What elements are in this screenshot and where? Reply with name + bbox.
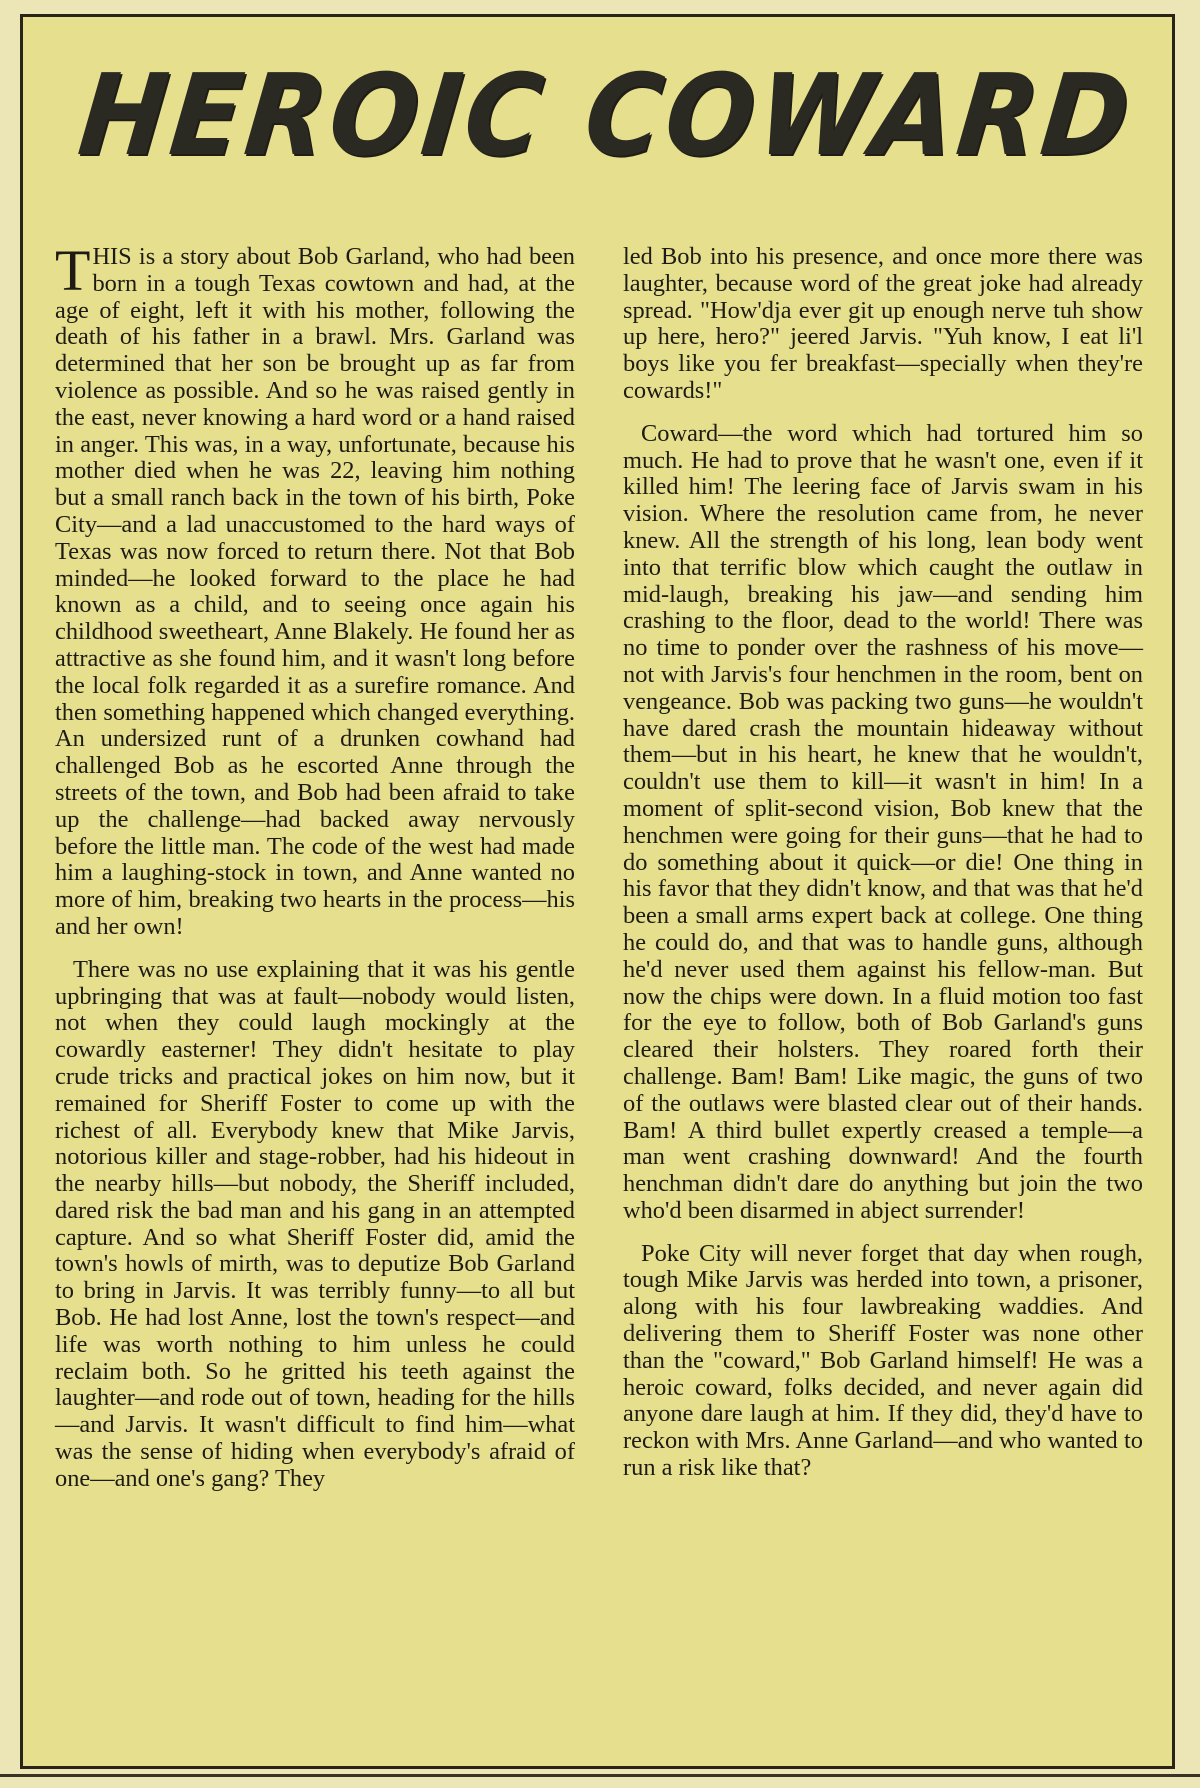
drop-cap: T [55,238,91,303]
paragraph-5: Poke City will never forget that day when rough, tough Mike Jarvis was herded into town, a prisoner, along with his four lawbreaking waddies. And delivering them to Sheriff Foster was none other than the "coward," Bob Garland himself! He was a heroic coward, folks decided, and never again did anyone dare laugh at him. If they did, they'd have to reckon with Mrs. Anne Garland—and who wanted to run a risk like that? [623,1239,1143,1482]
paragraph-1-text: HIS is a story about Bob Garland, who had been born in a tough Texas cowtown and had, at the age of eight, left it with his mother, following the death of his father in a brawl. Mrs. Garland was determined that her son be brought up as far from violence as possible. And so he was raised gently in the east, never knowing a hard word or a hand raised in anger. This was, in a way, unfortunate, because his mother died when he was 22, leaving him nothing but a small ranch back in the town of his birth, Poke City—and a lad unaccustomed to the hard ways of Texas was now forced to return there. Not that Bob minded—he looked forward to the place he had known as a child, and to seeing once again his childhood sweetheart, Anne Blakely. He found her as attractive as she found him, and it wasn't long before the local folk regarded it as a surefire romance. And then something happened which changed everything. An undersized runt of a drunken cowhand had challenged Bob as he escorted Anne through the streets of the town, and Bob had been afraid to take up the challenge—had backed away nervously before the little man. The code of the west had made him a laughing-stock in town, and Anne wanted no more of him, breaking two hearts in the process—his and her own! [55,243,575,940]
left-column [55,238,575,1509]
right-column [623,244,1143,1498]
paragraph-3: led Bob into his presence, and once more there was laughter, because word of the great joke had already spread. "How'dja ever git up enough nerve tuh show up here, hero?" jeered Jarvis. "Yuh know, I eat li'l boys like you fer breakfast—specially when they're cowards!" [623,243,1143,404]
story-title: HEROIC COWARD [73,49,1140,181]
paragraph-2: There was no use explaining that it was his gentle upbringing that was at fault—nobody would listen, not when they could laugh mockingly at the cowardly easterner! They didn't hesitate to play crude tricks and practical jokes on him now, but it remained for Sheriff Foster to come up with the richest of all. Everybody knew that Mike Jarvis, notorious killer and stage-robber, had his hideout in the nearby hills—but nobody, the Sheriff included, dared risk the bad man and his gang in an attempted capture. And so what Sheriff Foster did, amid the town's howls of mirth, was to deputize Bob Garland to bring in Jarvis. It was terribly funny—to all but Bob. He had lost Anne, lost the town's respect—and life was worth nothing to him unless he could reclaim both. So he gritted his teeth against the laughter—and rode out of town, heading for the hills—and Jarvis. It wasn't difficult to find him—what was the sense of hiding when everybody's afraid of one—and one's gang? They [55,955,575,1492]
paragraph-1 [55,238,575,941]
bottom-rule [0,1774,1200,1777]
paragraph-4: Coward—the word which had tortured him so much. He had to prove that he wasn't one, even if it killed him! The leering face of Jarvis swam in his vision. Where the resolution came from, he never knew. All the strength of his long, lean body went into that terrific blow which caught the outlaw in mid-laugh, breaking his jaw—and sending him crashing to the floor, dead to the world! There was no time to ponder over the rashness of his move—not with Jarvis's four henchmen in the room, bent on vengeance. Bob was packing two guns—he wouldn't have dared crash the mountain hideaway without them—but in his heart, he knew that he wouldn't, couldn't use them to kill—it wasn't in him! In a moment of split-second vision, Bob knew that the henchmen were going for their guns—that he had to do something about it quick—or die! One thing in his favor that they didn't know, and that was that he'd been a small arms expert back at college. One thing he could do, and that was to handle guns, although he'd never used them against his fellow-man. But now the chips were down. In a fluid motion too fast for the eye to follow, both of Bob Garland's guns cleared their holsters. They roared forth their challenge. Bam! Bam! Like magic, the guns of two of the outlaws were blasted clear out of their hands. Bam! A third bullet expertly creased a temple—a man went crashing downward! And the fourth henchman didn't dare do anything but join the two who'd been disarmed in abject surrender! [623,419,1143,1224]
